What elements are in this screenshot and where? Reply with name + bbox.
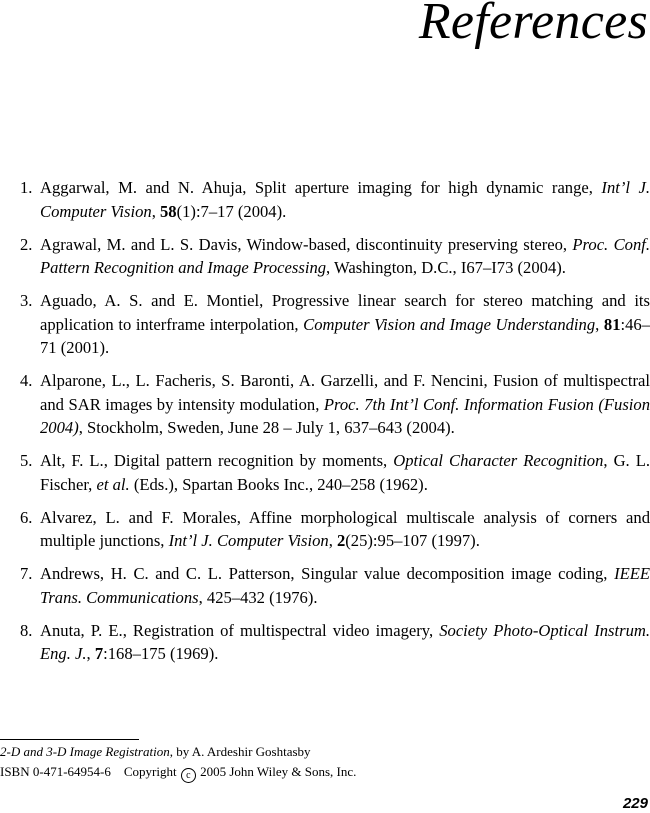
reference-text-part: :168–175 (1969). [103,644,219,663]
footnote-divider [0,739,139,740]
reference-text-part: 81 [603,314,621,334]
page-title: References [418,0,648,50]
reference-number: 6. [20,507,33,527]
reference-text-part: Society Photo-Optical Instrum. Eng. J. [40,620,650,663]
reference-text-part: 7 [94,644,104,663]
reference-text-part: et al. [96,474,130,494]
reference-item [20,233,650,280]
copyright-icon: c [181,768,196,783]
reference-text-part: (25):95–107 (1997). [345,531,480,550]
footnote-isbn-line [0,763,356,783]
reference-item [20,619,650,666]
reference-text-part: Alparone, L., L. Facheris, S. Baronti, A. Garzelli, and F. Nencini, Fusion of multispectral and SAR images by intensity modulation, [40,371,650,414]
footnote-copyright-text: 2005 John Wiley & Sons, Inc. [200,764,357,779]
reference-list [20,176,650,675]
reference-text-part: , 425–432 (1976). [198,587,318,607]
reference-text-part: IEEE Trans. Communications [40,564,650,607]
reference-item [20,176,650,223]
footnote-author: , by A. Ardeshir Goshtasby [169,744,311,759]
reference-number: 1. [20,178,33,197]
reference-number: 7. [20,564,33,583]
reference-text-part: , [328,531,337,550]
reference-item [20,289,650,360]
reference-number: 3. [20,291,33,310]
reference-item [20,369,650,440]
reference-text-part: 58 [160,201,177,221]
reference-text-part: (1):7–17 (2004). [176,201,287,221]
reference-item [20,562,650,609]
reference-text-part: Alt, F. L., Digital pattern recognition by moments, [40,451,394,470]
reference-text-part: , Washington, D.C., I67–I73 (2004). [326,258,566,277]
reference-text-part: Int’l J. Computer Vision [168,531,329,550]
reference-item [20,449,650,496]
reference-text-part: Proc. Conf. Pattern Recognition and Image Processing [40,234,650,277]
reference-text-part: , [151,201,160,221]
footnote-book-line [0,743,311,760]
reference-text-part: Int’l J. Computer Vision [40,178,650,221]
reference-text-part: , G. L. Fischer, [40,451,650,494]
reference-text-part: (Eds.), Spartan Books Inc., 240–258 (1962). [129,474,428,494]
reference-item [20,506,650,553]
reference-text-part: , [595,314,604,334]
reference-text-part: Andrews, H. C. and C. L. Patterson, Singular value decomposition image coding, [40,564,615,583]
reference-text-part: Alvarez, L. and F. Morales, Affine morphological multiscale analysis of corners and multiple junctions, [40,507,650,550]
page-number: 229 [622,795,648,812]
reference-text-part: Agrawal, M. and L. S. Davis, Window-based, discontinuity preserving stereo, [40,234,573,254]
reference-number: 2. [20,234,33,254]
reference-number: 5. [20,451,33,470]
reference-text-part: Aggarwal, M. and N. Ahuja, Split aperture imaging for high dynamic range, [40,178,602,197]
reference-text-part: , [86,644,95,663]
reference-text-part: Optical Character Recognition [393,451,604,470]
reference-text-part: , Stockholm, Sweden, June 28 – July 1, 637–643 (2004). [78,418,455,437]
footnote-copyright-label: Copyright [123,764,177,779]
reference-text-part: Computer Vision and Image Understanding [303,314,596,334]
reference-text-part: 2 [336,531,346,550]
reference-text-part: Aguado, A. S. and E. Montiel, Progressive linear search for stereo matching and its application to interframe interpolation, [40,291,650,334]
reference-text-part: Anuta, P. E., Registration of multispectral video imagery, [40,620,440,640]
footnote-isbn: ISBN 0-471-64954-6 [0,764,111,779]
reference-number: 4. [20,371,33,390]
footnote-book-title: 2-D and 3-D Image Registration [0,744,170,759]
reference-text-part: :46–71 (2001). [40,314,650,357]
reference-text-part: Proc. 7th Int’l Conf. Information Fusion (Fusion 2004) [40,394,650,437]
reference-number: 8. [20,620,33,640]
